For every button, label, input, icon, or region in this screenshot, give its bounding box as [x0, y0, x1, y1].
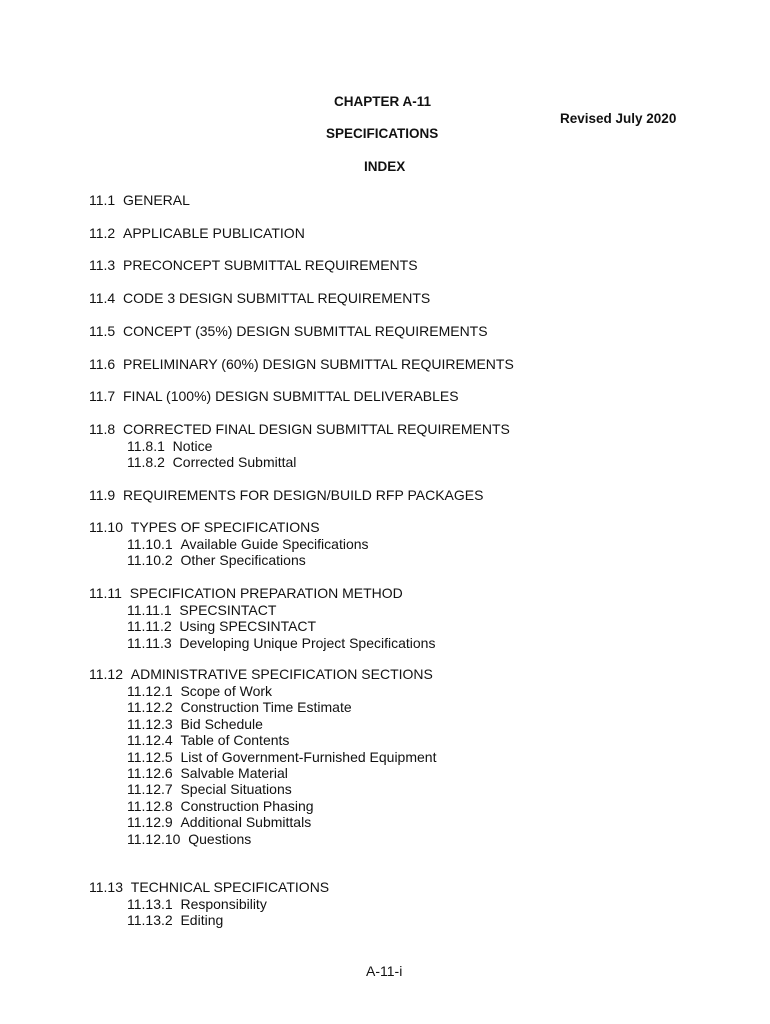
subsection-title: Scope of Work [180, 683, 273, 699]
subsection-number: 11.11.2 [127, 618, 172, 635]
subsection-title: List of Government-Furnished Equipment [180, 748, 437, 765]
subsection-number: 11.8.1 [127, 438, 165, 454]
subsection-number: 11.12.8 [127, 797, 173, 814]
subsection-title: Questions [188, 830, 252, 847]
subsection-number: 11.12.9 [127, 814, 173, 831]
subsection-number: 11.12.7 [127, 781, 173, 798]
subsection-number: 11.12.5 [127, 748, 173, 765]
section-title: CORRECTED FINAL DESIGN SUBMITTAL REQUIREMENTS [123, 421, 510, 437]
section-title: CONCEPT (35%) DESIGN SUBMITTAL REQUIREMENTS [123, 323, 488, 339]
section-title: FINAL (100%) DESIGN SUBMITTAL DELIVERABLES [123, 388, 459, 404]
toc-subsection [127, 454, 296, 470]
section-number: 11.8 [89, 421, 116, 437]
index-heading: INDEX [364, 159, 406, 174]
toc-subsection [127, 438, 212, 454]
section-title: PRELIMINARY (60%) DESIGN SUBMITTAL REQUIREMENTS [123, 356, 514, 372]
document-title: SPECIFICATIONS [326, 126, 439, 141]
section-number: 11.7 [89, 388, 116, 404]
section-number: 11.13 [89, 879, 123, 895]
section-number: 11.4 [89, 290, 116, 306]
subsection-number: 11.10.2 [127, 552, 173, 569]
section-title: CODE 3 DESIGN SUBMITTAL REQUIREMENTS [123, 290, 431, 306]
subsection-number: 11.12.1 [127, 683, 173, 699]
toc-subsection [127, 912, 223, 928]
section-title: ADMINISTRATIVE SPECIFICATION SECTIONS [130, 666, 433, 682]
section-number: 11.11 [89, 585, 122, 601]
toc-subsection [127, 814, 311, 830]
toc-subsection [127, 732, 289, 748]
section-title: TECHNICAL SPECIFICATIONS [130, 879, 330, 895]
section-title: REQUIREMENTS FOR DESIGN/BUILD RFP PACKAGES [123, 487, 484, 503]
toc-subsection [127, 831, 251, 847]
section-number: 11.9 [89, 487, 116, 503]
subsection-number: 11.12.2 [127, 699, 173, 716]
section-number: 11.6 [89, 356, 116, 372]
section-title: SPECIFICATION PREPARATION METHOD [129, 585, 403, 601]
subsection-title: SPECSINTACT [179, 602, 277, 618]
toc-section [89, 192, 190, 208]
subsection-title: Developing Unique Project Specifications [179, 634, 436, 651]
section-title: GENERAL [123, 192, 190, 208]
toc-section [89, 519, 320, 535]
section-number: 11.1 [89, 192, 116, 208]
subsection-number: 11.12.4 [127, 732, 173, 749]
toc-subsection [127, 635, 435, 651]
section-number: 11.5 [89, 323, 116, 339]
toc-section [89, 585, 403, 601]
subsection-number: 11.13.1 [127, 896, 173, 912]
subsection-title: Other Specifications [180, 552, 306, 569]
subsection-title: Using SPECSINTACT [179, 618, 317, 635]
section-title: TYPES OF SPECIFICATIONS [130, 519, 320, 535]
toc-section [89, 666, 433, 682]
toc-section [89, 879, 329, 895]
section-title: PRECONCEPT SUBMITTAL REQUIREMENTS [123, 257, 418, 273]
section-title: APPLICABLE PUBLICATION [123, 225, 305, 241]
subsection-number: 11.11.1 [127, 602, 172, 618]
subsection-title: Special Situations [180, 781, 292, 798]
toc-subsection [127, 536, 369, 552]
page-number: A-11-i [366, 963, 403, 979]
section-number: 11.12 [89, 666, 123, 682]
subsection-number: 11.13.2 [127, 912, 173, 929]
subsection-number: 11.12.6 [127, 765, 173, 781]
toc-section [89, 323, 488, 339]
subsection-title: Available Guide Specifications [180, 536, 369, 552]
toc-subsection [127, 552, 306, 568]
chapter-heading: CHAPTER A-11 [334, 94, 432, 109]
subsection-number: 11.8.2 [127, 454, 165, 471]
toc-subsection [127, 602, 276, 618]
toc-subsection [127, 781, 292, 797]
toc-subsection [127, 765, 288, 781]
toc-subsection [127, 618, 316, 634]
subsection-title: Additional Submittals [180, 814, 312, 831]
subsection-title: Notice [172, 438, 213, 454]
subsection-title: Construction Time Estimate [180, 699, 352, 716]
subsection-title: Editing [180, 912, 224, 929]
toc-subsection [127, 716, 263, 732]
section-number: 11.2 [89, 225, 116, 241]
toc-section [89, 388, 459, 404]
section-number: 11.3 [89, 257, 116, 273]
toc-subsection [127, 683, 272, 699]
toc-section [89, 225, 305, 241]
toc-section [89, 290, 430, 306]
subsection-number: 11.10.1 [127, 536, 173, 552]
toc-subsection [127, 699, 352, 715]
toc-section [89, 356, 514, 372]
subsection-title: Responsibility [180, 896, 267, 912]
revised-date: Revised July 2020 [560, 111, 677, 126]
toc-subsection [127, 749, 436, 765]
section-number: 11.10 [89, 519, 123, 535]
toc-subsection [127, 798, 314, 814]
subsection-title: Bid Schedule [180, 715, 263, 732]
subsection-title: Salvable Material [180, 765, 288, 781]
toc-section [89, 487, 483, 503]
subsection-number: 11.12.3 [127, 715, 173, 732]
subsection-title: Table of Contents [180, 732, 290, 749]
toc-section [89, 421, 510, 437]
subsection-number: 11.12.10 [127, 830, 181, 847]
toc-subsection [127, 896, 267, 912]
subsection-number: 11.11.3 [127, 634, 172, 651]
subsection-title: Corrected Submittal [172, 454, 297, 471]
subsection-title: Construction Phasing [180, 797, 314, 814]
toc-section [89, 257, 418, 273]
